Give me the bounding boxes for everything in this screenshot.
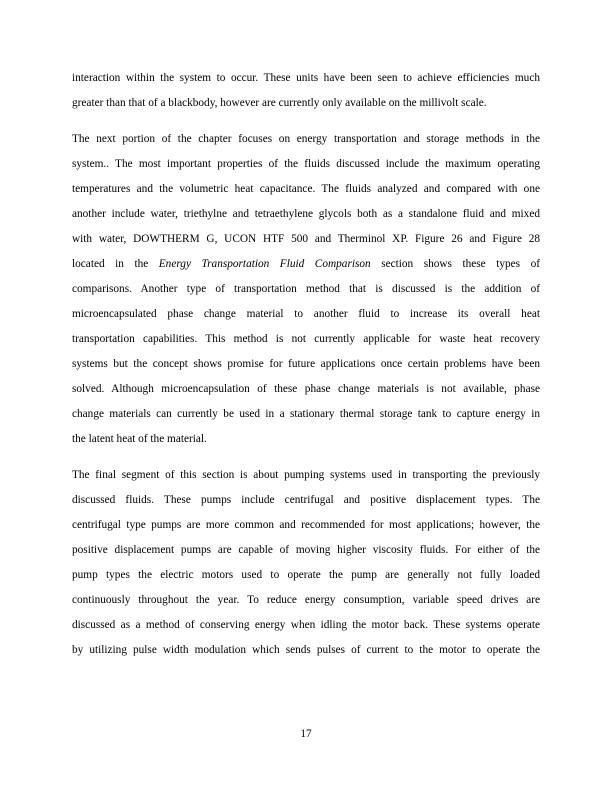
text-line: temperatures and the volumetric heat capacitance. The fluids analyzed and compared with one	[72, 183, 540, 195]
text-line: greater than that of a blackbody, however are currently only available on the millivolt scale.	[72, 97, 487, 109]
text-line: system.. The most important properties of the fluids discussed include the maximum operating	[72, 158, 540, 170]
text-line: comparisons. Another type of transportation method that is discussed is the addition of	[72, 283, 540, 295]
text-line: discussed fluids. These pumps include centrifugal and positive displacement types. The	[72, 494, 540, 506]
text-line: interaction within the system to occur. These units have been seen to achieve efficiencies much	[72, 72, 540, 84]
text-line: positive displacement pumps are capable of moving higher viscosity fluids. For either of the	[72, 544, 540, 556]
paragraph-2	[72, 127, 540, 452]
text-line: with water, DOWTHERM G, UCON HTF 500 and Therminol XP. Figure 26 and Figure 28	[72, 233, 540, 245]
text-line: The final segment of this section is about pumping systems used in transporting the previously	[72, 469, 540, 481]
text-line: centrifugal type pumps are more common and recommended for most applications; however, the	[72, 519, 540, 531]
text-line: by utilizing pulse width modulation which sends pulses of current to the motor to operate the	[72, 644, 540, 656]
section-reference: Energy Transportation Fluid Comparison	[158, 258, 371, 270]
text-fragment: section shows these types of	[370, 258, 540, 270]
text-line: systems but the concept shows promise for future applications once certain problems have been	[72, 358, 540, 370]
text-line: transportation capabilities. This method is not currently applicable for waste heat recovery	[72, 333, 540, 345]
text-line: continuously throughout the year. To reduce energy consumption, variable speed drives are	[72, 594, 540, 606]
text-line: pump types the electric motors used to operate the pump are generally not fully loaded	[72, 569, 540, 581]
paragraph-1	[72, 66, 540, 116]
text-line-with-italic	[72, 252, 540, 277]
paragraph-3	[72, 463, 540, 663]
document-page	[72, 66, 540, 663]
page-number: 17	[300, 728, 312, 740]
text-line: another include water, triethylne and tetraethylene glycols both as a standalone fluid and mixed	[72, 208, 540, 220]
text-line: solved. Although microencapsulation of these phase change materials is not available, phase	[72, 383, 540, 395]
text-line: change materials can currently be used in a stationary thermal storage tank to capture energy in	[72, 408, 540, 420]
text-line: discussed as a method of conserving energy when idling the motor back. These systems operate	[72, 619, 540, 631]
text-line: the latent heat of the material.	[72, 433, 207, 445]
text-fragment: located in the	[72, 258, 159, 270]
text-line: The next portion of the chapter focuses on energy transportation and storage methods in the	[72, 133, 540, 145]
text-line: microencapsulated phase change material to another fluid to increase its overall heat	[72, 308, 540, 320]
